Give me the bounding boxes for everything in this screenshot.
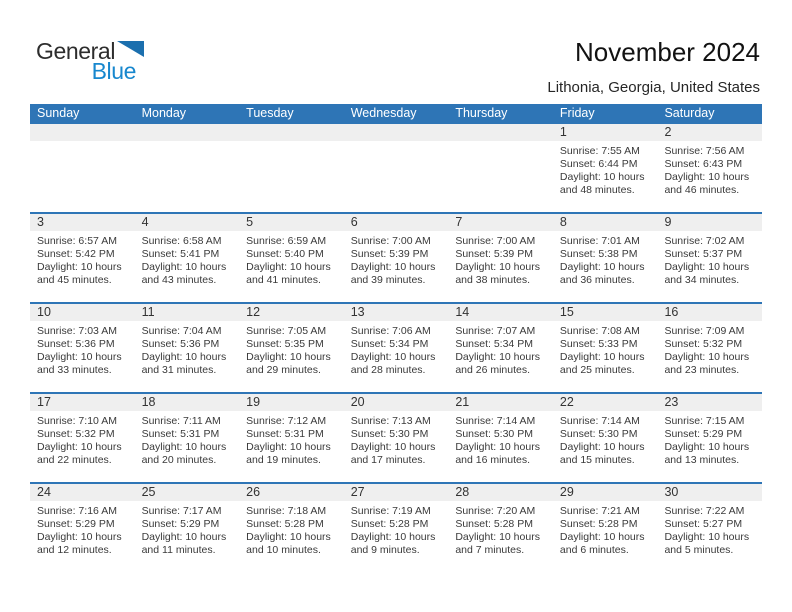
day-number	[239, 124, 344, 141]
day-number	[30, 124, 135, 141]
week-row	[30, 392, 762, 482]
day-cell-22	[553, 394, 658, 482]
day-detail-line: and 36 minutes.	[559, 274, 635, 286]
day-details	[553, 505, 658, 557]
day-detail-line: Sunrise: 7:17 AM	[141, 505, 222, 517]
day-detail-line: Sunrise: 7:16 AM	[37, 505, 117, 517]
day-number: 1	[553, 124, 658, 141]
day-detail-line: and 10 minutes.	[246, 544, 321, 556]
day-number: 7	[448, 214, 553, 231]
day-details	[657, 325, 762, 377]
day-detail-line: Sunrise: 7:14 AM	[455, 415, 536, 427]
day-detail-line: Sunset: 5:29 PM	[37, 518, 115, 530]
day-detail-line: Daylight: 10 hours	[350, 261, 436, 273]
day-detail-line: Sunset: 5:28 PM	[455, 518, 533, 530]
day-detail-line: Sunrise: 7:13 AM	[350, 415, 431, 427]
day-detail-line: Sunset: 5:28 PM	[246, 518, 324, 530]
day-detail-line: Daylight: 10 hours	[559, 441, 645, 453]
day-number: 12	[239, 304, 344, 321]
day-details	[448, 505, 553, 557]
day-detail-line: Sunset: 5:36 PM	[37, 338, 115, 350]
day-number: 23	[657, 394, 762, 411]
day-details	[657, 145, 762, 197]
day-details	[344, 325, 449, 377]
day-detail-line: Daylight: 10 hours	[455, 351, 540, 363]
day-cell-24	[30, 484, 135, 572]
day-detail-line: Sunset: 5:27 PM	[664, 518, 743, 530]
day-detail-line: and 43 minutes.	[141, 274, 217, 286]
day-cell-3	[30, 214, 135, 302]
day-details	[448, 325, 553, 377]
day-details	[553, 235, 658, 287]
day-detail-line: Sunrise: 7:10 AM	[37, 415, 117, 427]
day-cell-23	[657, 394, 762, 482]
day-detail-line: and 6 minutes.	[559, 544, 629, 556]
title-block	[547, 38, 760, 96]
day-cell-12	[239, 304, 344, 392]
day-detail-line: Sunset: 5:30 PM	[350, 428, 429, 440]
day-number: 3	[30, 214, 135, 231]
page-title: November 2024	[575, 37, 760, 67]
day-detail-line: Sunrise: 7:07 AM	[455, 325, 536, 337]
day-details	[135, 235, 240, 287]
day-detail-line: Daylight: 10 hours	[664, 531, 750, 543]
day-cell-empty	[239, 124, 344, 212]
day-detail-line: Sunset: 5:35 PM	[246, 338, 324, 350]
day-detail-line: Daylight: 10 hours	[350, 351, 436, 363]
day-detail-line: Daylight: 10 hours	[37, 441, 122, 453]
day-cell-10	[30, 304, 135, 392]
day-detail-line: Sunset: 5:31 PM	[141, 428, 220, 440]
day-number: 15	[553, 304, 658, 321]
day-number: 29	[553, 484, 658, 501]
day-detail-line: Daylight: 10 hours	[246, 351, 331, 363]
day-detail-line: and 7 minutes.	[455, 544, 525, 556]
day-detail-line: and 46 minutes.	[664, 184, 740, 196]
logo-triangle-icon	[117, 41, 144, 57]
weekday-header: Thursday	[455, 106, 508, 120]
day-detail-line: and 31 minutes.	[141, 364, 217, 376]
day-detail-line: and 28 minutes.	[350, 364, 426, 376]
day-details	[657, 415, 762, 467]
calendar	[30, 104, 762, 572]
day-detail-line: Sunset: 5:36 PM	[141, 338, 220, 350]
day-number: 24	[30, 484, 135, 501]
day-detail-line: and 20 minutes.	[141, 454, 217, 466]
day-details	[239, 505, 344, 557]
day-detail-line: Sunset: 5:33 PM	[559, 338, 638, 350]
day-number: 14	[448, 304, 553, 321]
day-cell-empty	[135, 124, 240, 212]
day-number: 4	[135, 214, 240, 231]
day-number: 10	[30, 304, 135, 321]
day-detail-line: Sunrise: 7:55 AM	[559, 145, 640, 157]
day-detail-line: Sunset: 5:29 PM	[141, 518, 220, 530]
day-detail-line: Sunset: 5:32 PM	[664, 338, 743, 350]
day-detail-line: and 22 minutes.	[37, 454, 112, 466]
day-cell-5	[239, 214, 344, 302]
day-detail-line: and 19 minutes.	[246, 454, 321, 466]
day-details	[30, 325, 135, 377]
day-detail-line: Sunset: 5:40 PM	[246, 248, 324, 260]
day-detail-line: Sunrise: 7:09 AM	[664, 325, 745, 337]
day-detail-line: and 38 minutes.	[455, 274, 531, 286]
day-detail-line: Daylight: 10 hours	[559, 261, 645, 273]
day-details	[344, 415, 449, 467]
day-detail-line: Sunrise: 7:15 AM	[664, 415, 745, 427]
day-detail-line: Sunrise: 7:18 AM	[246, 505, 327, 517]
day-detail-line: Daylight: 10 hours	[455, 261, 540, 273]
day-details	[657, 505, 762, 557]
day-cell-20	[344, 394, 449, 482]
day-detail-line: Daylight: 10 hours	[141, 261, 227, 273]
day-detail-line: and 11 minutes.	[141, 544, 216, 556]
day-cell-1	[553, 124, 658, 212]
day-detail-line: Sunrise: 7:04 AM	[141, 325, 222, 337]
day-detail-line: Sunset: 5:39 PM	[350, 248, 429, 260]
week-row	[30, 212, 762, 302]
day-number: 30	[657, 484, 762, 501]
day-detail-line: and 9 minutes.	[350, 544, 420, 556]
day-number: 2	[657, 124, 762, 141]
day-detail-line: Daylight: 10 hours	[664, 261, 750, 273]
day-details	[239, 325, 344, 377]
day-detail-line: Daylight: 10 hours	[559, 171, 645, 183]
day-detail-line: Daylight: 10 hours	[141, 351, 227, 363]
day-detail-line: Daylight: 10 hours	[455, 531, 540, 543]
day-cell-empty	[448, 124, 553, 212]
week-row	[30, 482, 762, 572]
day-detail-line: Sunset: 5:37 PM	[664, 248, 743, 260]
day-number: 9	[657, 214, 762, 231]
day-detail-line: and 33 minutes.	[37, 364, 112, 376]
day-details	[30, 505, 135, 557]
day-number	[448, 124, 553, 141]
day-cell-13	[344, 304, 449, 392]
day-details	[135, 325, 240, 377]
day-details	[239, 235, 344, 287]
day-number: 5	[239, 214, 344, 231]
day-details	[553, 325, 658, 377]
day-cell-8	[553, 214, 658, 302]
day-detail-line: Sunset: 5:41 PM	[141, 248, 220, 260]
day-number: 25	[135, 484, 240, 501]
day-cell-4	[135, 214, 240, 302]
day-detail-line: Daylight: 10 hours	[37, 531, 122, 543]
day-detail-line: Sunset: 5:34 PM	[455, 338, 533, 350]
day-detail-line: Sunrise: 7:19 AM	[350, 505, 431, 517]
day-detail-line: Sunset: 5:38 PM	[559, 248, 638, 260]
weekday-header: Saturday	[664, 106, 715, 120]
day-detail-line: and 41 minutes.	[246, 274, 321, 286]
day-detail-line: Sunrise: 7:12 AM	[246, 415, 327, 427]
day-detail-line: and 29 minutes.	[246, 364, 321, 376]
day-cell-11	[135, 304, 240, 392]
day-detail-line: Sunset: 5:42 PM	[37, 248, 115, 260]
day-number	[344, 124, 449, 141]
day-detail-line: and 5 minutes.	[664, 544, 734, 556]
day-detail-line: Sunrise: 7:14 AM	[559, 415, 640, 427]
day-detail-line: Sunset: 6:44 PM	[559, 158, 638, 170]
day-number	[135, 124, 240, 141]
day-detail-line: Daylight: 10 hours	[455, 441, 540, 453]
day-details	[135, 415, 240, 467]
logo-text-blue: Blue	[91, 58, 137, 84]
day-detail-line: Sunrise: 7:00 AM	[350, 235, 431, 247]
day-detail-line: Sunset: 5:39 PM	[455, 248, 533, 260]
page-subtitle: Lithonia, Georgia, United States	[547, 78, 760, 96]
day-detail-line: Sunset: 5:28 PM	[350, 518, 429, 530]
day-detail-line: Sunrise: 7:00 AM	[455, 235, 536, 247]
day-detail-line: and 39 minutes.	[350, 274, 426, 286]
day-detail-line: Sunrise: 6:59 AM	[246, 235, 327, 247]
day-details	[135, 505, 240, 557]
day-cell-29	[553, 484, 658, 572]
day-detail-line: Sunset: 6:43 PM	[664, 158, 743, 170]
day-cell-21	[448, 394, 553, 482]
day-detail-line: and 25 minutes.	[559, 364, 635, 376]
day-number: 13	[344, 304, 449, 321]
logo-text-general: General	[36, 38, 116, 64]
day-cell-7	[448, 214, 553, 302]
day-detail-line: Daylight: 10 hours	[664, 171, 750, 183]
day-detail-line: Daylight: 10 hours	[559, 531, 645, 543]
day-details	[448, 415, 553, 467]
day-detail-line: Daylight: 10 hours	[664, 351, 750, 363]
day-cell-28	[448, 484, 553, 572]
day-detail-line: Sunrise: 7:06 AM	[350, 325, 431, 337]
day-number: 8	[553, 214, 658, 231]
weekday-header: Wednesday	[350, 106, 417, 120]
day-detail-line: Sunrise: 7:08 AM	[559, 325, 640, 337]
day-detail-line: Daylight: 10 hours	[350, 531, 436, 543]
day-detail-line: Daylight: 10 hours	[246, 441, 331, 453]
day-detail-line: Daylight: 10 hours	[664, 441, 750, 453]
day-detail-line: Daylight: 10 hours	[246, 261, 331, 273]
day-detail-line: Sunrise: 7:22 AM	[664, 505, 745, 517]
day-detail-line: Sunset: 5:31 PM	[246, 428, 324, 440]
day-cell-empty	[344, 124, 449, 212]
day-detail-line: Sunset: 5:34 PM	[350, 338, 429, 350]
day-cell-26	[239, 484, 344, 572]
day-detail-line: Sunset: 5:30 PM	[559, 428, 638, 440]
day-number: 26	[239, 484, 344, 501]
day-detail-line: Sunrise: 7:21 AM	[559, 505, 640, 517]
day-details	[344, 235, 449, 287]
day-detail-line: Daylight: 10 hours	[246, 531, 331, 543]
day-detail-line: Sunrise: 7:05 AM	[246, 325, 327, 337]
week-row	[30, 302, 762, 392]
day-number: 28	[448, 484, 553, 501]
day-detail-line: Sunrise: 7:20 AM	[455, 505, 536, 517]
day-details	[448, 235, 553, 287]
day-detail-line: Sunset: 5:28 PM	[559, 518, 638, 530]
day-cell-6	[344, 214, 449, 302]
day-number: 16	[657, 304, 762, 321]
day-cell-30	[657, 484, 762, 572]
day-cell-25	[135, 484, 240, 572]
day-cell-18	[135, 394, 240, 482]
day-number: 27	[344, 484, 449, 501]
day-cell-19	[239, 394, 344, 482]
general-blue-logo	[36, 40, 144, 83]
day-cell-14	[448, 304, 553, 392]
day-detail-line: and 23 minutes.	[664, 364, 740, 376]
day-detail-line: Sunrise: 7:03 AM	[37, 325, 117, 337]
weekday-header-row	[30, 104, 762, 122]
day-detail-line: and 45 minutes.	[37, 274, 112, 286]
day-details	[657, 235, 762, 287]
day-number: 11	[135, 304, 240, 321]
day-detail-line: Daylight: 10 hours	[559, 351, 645, 363]
day-detail-line: and 34 minutes.	[664, 274, 740, 286]
day-cell-27	[344, 484, 449, 572]
day-details	[239, 415, 344, 467]
day-detail-line: Sunset: 5:30 PM	[455, 428, 533, 440]
day-details	[553, 415, 658, 467]
weekday-header: Friday	[559, 106, 595, 120]
day-detail-line: Sunrise: 7:02 AM	[664, 235, 745, 247]
day-cell-9	[657, 214, 762, 302]
day-detail-line: and 16 minutes.	[455, 454, 531, 466]
day-number: 20	[344, 394, 449, 411]
day-detail-line: Sunrise: 6:57 AM	[37, 235, 117, 247]
day-detail-line: and 13 minutes.	[664, 454, 740, 466]
weekday-header: Monday	[141, 106, 187, 120]
day-detail-line: Sunset: 5:29 PM	[664, 428, 743, 440]
day-cell-2	[657, 124, 762, 212]
day-detail-line: Daylight: 10 hours	[350, 441, 436, 453]
day-detail-line: and 17 minutes.	[350, 454, 426, 466]
day-cell-17	[30, 394, 135, 482]
day-number: 21	[448, 394, 553, 411]
day-cell-16	[657, 304, 762, 392]
day-number: 19	[239, 394, 344, 411]
day-cell-empty	[30, 124, 135, 212]
day-details	[30, 235, 135, 287]
day-detail-line: Sunset: 5:32 PM	[37, 428, 115, 440]
day-details	[553, 145, 658, 197]
day-detail-line: and 15 minutes.	[559, 454, 635, 466]
day-detail-line: and 12 minutes.	[37, 544, 112, 556]
day-detail-line: Daylight: 10 hours	[37, 261, 122, 273]
weekday-header: Tuesday	[246, 106, 294, 120]
day-detail-line: Sunrise: 7:11 AM	[141, 415, 221, 427]
day-detail-line: and 48 minutes.	[559, 184, 635, 196]
weekday-header: Sunday	[37, 106, 80, 120]
day-number: 18	[135, 394, 240, 411]
day-details	[344, 505, 449, 557]
day-detail-line: Daylight: 10 hours	[141, 441, 227, 453]
day-detail-line: Daylight: 10 hours	[37, 351, 122, 363]
day-detail-line: Daylight: 10 hours	[141, 531, 227, 543]
day-detail-line: Sunrise: 7:01 AM	[559, 235, 640, 247]
day-detail-line: Sunrise: 6:58 AM	[141, 235, 222, 247]
day-detail-line: and 26 minutes.	[455, 364, 531, 376]
day-number: 6	[344, 214, 449, 231]
day-cell-15	[553, 304, 658, 392]
day-number: 17	[30, 394, 135, 411]
day-detail-line: Sunrise: 7:56 AM	[664, 145, 745, 157]
day-details	[30, 415, 135, 467]
week-row	[30, 122, 762, 212]
day-number: 22	[553, 394, 658, 411]
